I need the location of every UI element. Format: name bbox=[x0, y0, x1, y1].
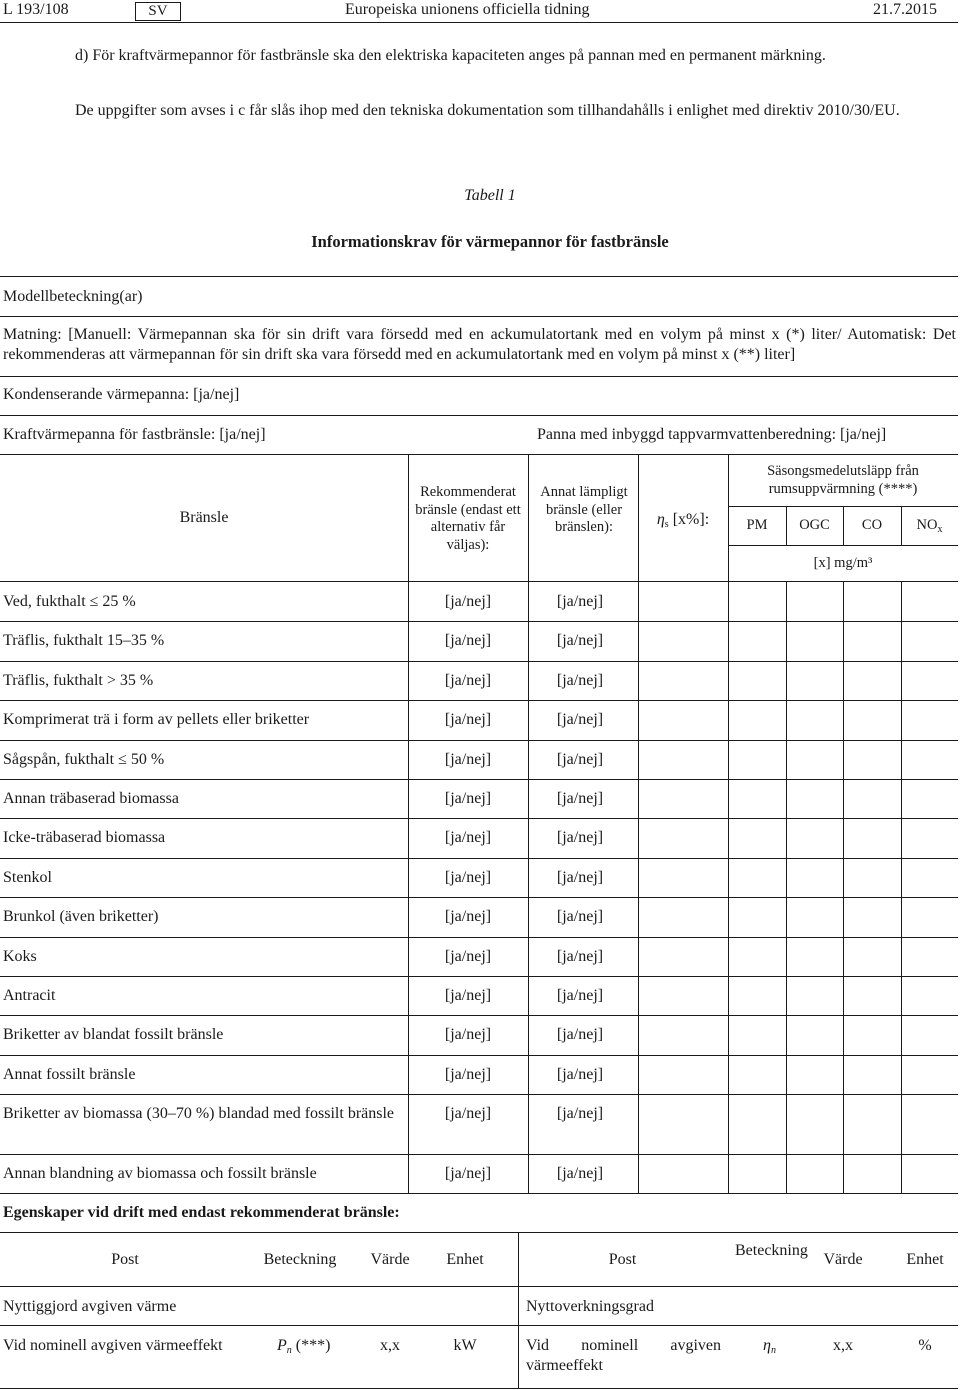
column-line bbox=[786, 779, 787, 818]
column-line bbox=[638, 937, 639, 976]
pn-unit: kW bbox=[453, 1337, 477, 1354]
column-line bbox=[638, 1015, 639, 1054]
column-line bbox=[408, 582, 409, 621]
column-line bbox=[638, 1154, 639, 1193]
eta-unit: [x%]: bbox=[672, 511, 710, 528]
etan-value: x,x bbox=[833, 1337, 853, 1354]
column-line bbox=[901, 1015, 902, 1054]
column-line bbox=[901, 937, 902, 976]
column-line bbox=[786, 1015, 787, 1054]
column-line bbox=[901, 818, 902, 857]
other-fuel-value: [ja/nej] bbox=[556, 947, 604, 965]
fuel-row bbox=[0, 779, 958, 818]
column-line bbox=[728, 661, 729, 700]
recommended-fuel-value: [ja/nej] bbox=[444, 1065, 492, 1083]
other-fuel-value: [ja/nej] bbox=[556, 671, 604, 689]
column-line bbox=[528, 740, 529, 779]
column-line bbox=[528, 897, 529, 936]
varde-header-left: Värde bbox=[370, 1251, 410, 1268]
column-line bbox=[408, 1055, 409, 1094]
post-header-right: Post bbox=[608, 1251, 637, 1268]
column-line bbox=[786, 700, 787, 739]
recommended-fuel-value: [ja/nej] bbox=[444, 987, 492, 1004]
fuel-name: Icke-träbaserad biomassa bbox=[3, 829, 166, 847]
other-fuel-value: [ja/nej] bbox=[556, 829, 604, 847]
post-header-left: Post bbox=[111, 1251, 139, 1268]
fuel-row bbox=[0, 1015, 958, 1054]
pn-value: x,x bbox=[380, 1337, 400, 1354]
column-line bbox=[728, 582, 729, 621]
column-line bbox=[408, 779, 409, 818]
fuel-row bbox=[0, 1055, 958, 1094]
column-line bbox=[901, 779, 902, 818]
column-line bbox=[638, 740, 639, 779]
model-identifier: Modellbeteckning(ar) bbox=[3, 288, 143, 305]
column-line bbox=[638, 1094, 639, 1153]
column-line bbox=[408, 897, 409, 936]
column-line bbox=[638, 700, 639, 739]
column-line bbox=[843, 779, 844, 818]
seasonal-efficiency-header bbox=[638, 510, 728, 535]
other-fuel-value: [ja/nej] bbox=[556, 1026, 604, 1044]
fuel-name: Briketter av blandat fossilt bränsle bbox=[3, 1026, 224, 1044]
row-divider bbox=[0, 1193, 958, 1194]
column-line bbox=[408, 937, 409, 976]
column-line bbox=[408, 818, 409, 857]
column-line bbox=[843, 858, 844, 897]
column-line bbox=[728, 858, 729, 897]
fuel-row bbox=[0, 1154, 958, 1193]
column-line bbox=[843, 1094, 844, 1153]
eta-subscript: s bbox=[664, 519, 669, 530]
column-line bbox=[528, 454, 529, 581]
fuel-name: Koks bbox=[3, 947, 37, 965]
recommended-fuel-value: [ja/nej] bbox=[444, 750, 492, 768]
other-fuel-value: [ja/nej] bbox=[556, 632, 604, 650]
journal-title: Europeiska unionens officiella tidning bbox=[345, 1, 590, 18]
recommended-fuel-value: [ja/nej] bbox=[444, 593, 492, 610]
column-line bbox=[901, 621, 902, 660]
column-line bbox=[638, 779, 639, 818]
column-line bbox=[728, 1154, 729, 1193]
column-line bbox=[728, 1055, 729, 1094]
column-line bbox=[408, 858, 409, 897]
recommended-fuel-value: [ja/nej] bbox=[444, 947, 492, 965]
column-line bbox=[843, 700, 844, 739]
column-line bbox=[843, 976, 844, 1015]
row-divider bbox=[0, 1325, 958, 1326]
column-line bbox=[408, 700, 409, 739]
column-line bbox=[786, 582, 787, 621]
recommended-fuel-header: Rekommenderat bränsle (endast ett alternativ får väljas): bbox=[415, 484, 521, 553]
recommended-fuel-value: [ja/nej] bbox=[444, 790, 492, 807]
fuel-row bbox=[0, 661, 958, 700]
emission-unit: [x] mg/m³ bbox=[813, 555, 873, 571]
pn-note: (***) bbox=[295, 1337, 331, 1354]
condensing-boiler: Kondenserande värmepanna: [ja/nej] bbox=[3, 386, 240, 403]
column-line bbox=[528, 779, 529, 818]
pn-subscript: n bbox=[286, 1345, 292, 1356]
column-line bbox=[901, 1055, 902, 1094]
column-line bbox=[638, 897, 639, 936]
column-line bbox=[408, 976, 409, 1015]
column-line bbox=[728, 740, 729, 779]
ogc-header: OGC bbox=[799, 517, 830, 533]
recommended-fuel-value: [ja/nej] bbox=[444, 1026, 492, 1044]
column-line bbox=[843, 1015, 844, 1054]
recommended-fuel-value: [ja/nej] bbox=[444, 829, 492, 847]
recommended-fuel-value: [ja/nej] bbox=[444, 868, 492, 886]
column-line bbox=[843, 937, 844, 976]
column-line bbox=[408, 1015, 409, 1054]
column-line bbox=[728, 1094, 729, 1153]
nominal-heat-output-label: Vid nominell avgiven värmeeffekt bbox=[3, 1337, 223, 1354]
column-line bbox=[728, 621, 729, 660]
fuel-name: Stenkol bbox=[3, 868, 52, 886]
nox-subscript: x bbox=[937, 524, 943, 535]
column-line bbox=[638, 661, 639, 700]
column-line bbox=[901, 740, 902, 779]
fuel-name: Träflis, fukthalt > 35 % bbox=[3, 671, 154, 689]
column-line bbox=[901, 1154, 902, 1193]
column-line bbox=[901, 700, 902, 739]
recommended-fuel-value: [ja/nej] bbox=[444, 711, 492, 729]
fuel-name: Ved, fukthalt ≤ 25 % bbox=[3, 593, 136, 610]
co-header: CO bbox=[861, 517, 883, 533]
column-line bbox=[528, 937, 529, 976]
other-fuel-value: [ja/nej] bbox=[556, 868, 604, 886]
column-line bbox=[528, 700, 529, 739]
row-divider bbox=[0, 454, 958, 455]
column-line bbox=[728, 976, 729, 1015]
table-top-border bbox=[0, 276, 958, 277]
row-divider bbox=[0, 415, 958, 416]
fuel-row bbox=[0, 582, 958, 621]
column-line bbox=[786, 976, 787, 1015]
fuel-name: Annan blandning av biomassa och fossilt bränsle bbox=[3, 1164, 317, 1182]
other-fuel-value: [ja/nej] bbox=[556, 1164, 604, 1182]
recommended-fuel-value: [ja/nej] bbox=[444, 632, 492, 650]
column-line bbox=[408, 1094, 409, 1153]
recommended-fuel-value: [ja/nej] bbox=[444, 1105, 492, 1123]
etan-symbol: η bbox=[763, 1337, 771, 1354]
other-fuel-header: Annat lämpligt bränsle (eller bränslen): bbox=[540, 484, 628, 535]
enhet-header-right: Enhet bbox=[906, 1251, 944, 1268]
etan-subscript: n bbox=[770, 1345, 776, 1356]
item-d: d) För kraftvärmepannor för fastbränsle ska den elektriska kapaciteten anges på pannan med en permanent märkning. bbox=[75, 47, 826, 64]
column-line bbox=[728, 818, 729, 857]
column-line bbox=[843, 897, 844, 936]
column-line bbox=[901, 1094, 902, 1153]
emissions-header: Säsongsmedelutsläpp från rumsuppvärmning (****) bbox=[767, 463, 919, 497]
column-divider bbox=[728, 545, 958, 546]
column-line bbox=[843, 582, 844, 621]
column-line bbox=[786, 1154, 787, 1193]
useful-efficiency: Nyttoverkningsgrad bbox=[526, 1298, 654, 1315]
column-line bbox=[901, 897, 902, 936]
column-line bbox=[786, 897, 787, 936]
column-line bbox=[638, 582, 639, 621]
column-line bbox=[728, 897, 729, 936]
column-line bbox=[786, 858, 787, 897]
fuel-row bbox=[0, 937, 958, 976]
column-line bbox=[843, 740, 844, 779]
other-fuel-value: [ja/nej] bbox=[556, 711, 604, 729]
column-line bbox=[408, 661, 409, 700]
other-fuel-value: [ja/nej] bbox=[556, 750, 604, 768]
column-line bbox=[528, 1015, 529, 1054]
varde-header-right: Värde bbox=[823, 1251, 863, 1268]
column-line bbox=[901, 582, 902, 621]
column-line bbox=[786, 661, 787, 700]
column-line bbox=[843, 1154, 844, 1193]
column-line bbox=[728, 937, 729, 976]
fuel-name: Annan träbaserad biomassa bbox=[3, 790, 179, 807]
column-line bbox=[528, 621, 529, 660]
column-line bbox=[408, 454, 409, 581]
table-number: Tabell 1 bbox=[464, 187, 516, 204]
column-line bbox=[728, 1015, 729, 1054]
row-divider bbox=[0, 376, 958, 377]
column-line bbox=[786, 1055, 787, 1094]
properties-heading: Egenskaper vid drift med endast rekommenderat bränsle: bbox=[3, 1204, 400, 1221]
row-divider bbox=[0, 1286, 958, 1287]
recommended-fuel-value: [ja/nej] bbox=[444, 671, 492, 689]
nox-symbol: NO bbox=[916, 517, 938, 533]
column-line bbox=[843, 661, 844, 700]
column-line bbox=[528, 661, 529, 700]
combination-boiler: Panna med inbyggd tappvarmvattenberedning: [ja/nej] bbox=[537, 426, 887, 443]
fuel-name: Annat fossilt bränsle bbox=[3, 1065, 136, 1083]
language-code: SV bbox=[135, 2, 181, 21]
recommended-fuel-value: [ja/nej] bbox=[444, 908, 492, 926]
fuel-row bbox=[0, 976, 958, 1015]
fuel-row bbox=[0, 858, 958, 897]
beteckning-header-right: Beteckning bbox=[735, 1242, 808, 1259]
fuel-row bbox=[0, 740, 958, 779]
column-line bbox=[528, 858, 529, 897]
fuel-name: Träflis, fukthalt 15–35 % bbox=[3, 632, 165, 650]
fuel-name: Briketter av biomassa (30–70 %) blandad med fossilt bränsle bbox=[3, 1105, 395, 1123]
eta-symbol: η bbox=[656, 511, 665, 528]
fuel-row bbox=[0, 1094, 958, 1153]
column-line bbox=[528, 818, 529, 857]
column-line bbox=[786, 818, 787, 857]
column-line bbox=[408, 621, 409, 660]
properties-bottom-border bbox=[0, 1388, 958, 1389]
fuel-name: Brunkol (även briketter) bbox=[3, 908, 159, 926]
fuel-name: Komprimerat trä i form av pellets eller briketter bbox=[3, 711, 310, 729]
column-line bbox=[843, 818, 844, 857]
fuel-name: Antracit bbox=[3, 987, 56, 1004]
fuel-row bbox=[0, 818, 958, 857]
nominal-heat-output-label-right: Vid nominell avgiven värmeeffekt bbox=[526, 1337, 721, 1374]
recommended-fuel-value: [ja/nej] bbox=[444, 1164, 492, 1182]
header-rule bbox=[0, 22, 958, 23]
table-title: Informationskrav för värmepannor för fastbränsle bbox=[311, 232, 669, 251]
column-line bbox=[728, 779, 729, 818]
column-line bbox=[528, 976, 529, 1015]
etan-unit: % bbox=[918, 1337, 932, 1354]
fuel-name: Sågspån, fukthalt ≤ 50 % bbox=[3, 750, 165, 768]
column-line bbox=[638, 818, 639, 857]
other-fuel-value: [ja/nej] bbox=[556, 908, 604, 926]
nox-header bbox=[901, 517, 958, 539]
fuel-row bbox=[0, 897, 958, 936]
etan-designation bbox=[763, 1336, 776, 1361]
enhet-header-left: Enhet bbox=[446, 1251, 484, 1268]
column-line bbox=[638, 976, 639, 1015]
column-line bbox=[843, 1055, 844, 1094]
useful-heat-output: Nyttiggjord avgiven värme bbox=[3, 1298, 177, 1315]
page-reference: L 193/108 bbox=[3, 1, 69, 18]
column-line bbox=[638, 1055, 639, 1094]
pm-header: PM bbox=[746, 517, 768, 533]
beteckning-header-left: Beteckning bbox=[263, 1251, 337, 1268]
column-line bbox=[786, 1094, 787, 1153]
other-fuel-value: [ja/nej] bbox=[556, 1065, 604, 1083]
column-line bbox=[528, 582, 529, 621]
column-line bbox=[638, 858, 639, 897]
column-line bbox=[528, 1094, 529, 1153]
column-line bbox=[408, 740, 409, 779]
row-divider bbox=[0, 316, 958, 317]
other-fuel-value: [ja/nej] bbox=[556, 790, 604, 807]
column-line bbox=[901, 976, 902, 1015]
chp-boiler: Kraftvärmepanna för fastbränsle: [ja/nej] bbox=[3, 426, 266, 443]
column-line bbox=[528, 1154, 529, 1193]
column-line bbox=[901, 858, 902, 897]
other-fuel-value: [ja/nej] bbox=[556, 1105, 604, 1123]
column-line bbox=[786, 621, 787, 660]
fuel-row bbox=[0, 621, 958, 660]
properties-top-border bbox=[0, 1232, 958, 1233]
fuel-row bbox=[0, 700, 958, 739]
column-line bbox=[408, 1154, 409, 1193]
column-line bbox=[901, 661, 902, 700]
column-line bbox=[728, 700, 729, 739]
column-line bbox=[786, 740, 787, 779]
feeding-text: Matning: [Manuell: Värmepannan ska för sin drift vara försedd med en ackumulatortank med en volym på minst x (*) liter/ Automatisk: Det rekommenderas att värmepannan för sin drift ska vara försedd med en ackumulatortank med en volym på minst x (**) liter] bbox=[3, 326, 956, 363]
directive-note: De uppgifter som avses i c får slås ihop med den tekniska dokumentation som tillhandahålls i enlighet med direktiv 2010/30/EU. bbox=[75, 102, 900, 119]
column-line bbox=[638, 621, 639, 660]
publication-date: 21.7.2015 bbox=[873, 1, 937, 18]
other-fuel-value: [ja/nej] bbox=[556, 987, 604, 1004]
column-line bbox=[843, 621, 844, 660]
column-line bbox=[528, 1055, 529, 1094]
pn-designation bbox=[277, 1336, 330, 1361]
other-fuel-value: [ja/nej] bbox=[556, 593, 604, 610]
properties-center-line bbox=[518, 1232, 519, 1389]
column-line bbox=[786, 937, 787, 976]
fuel-column-header: Bränsle bbox=[179, 509, 229, 526]
pn-symbol: P bbox=[277, 1337, 287, 1354]
